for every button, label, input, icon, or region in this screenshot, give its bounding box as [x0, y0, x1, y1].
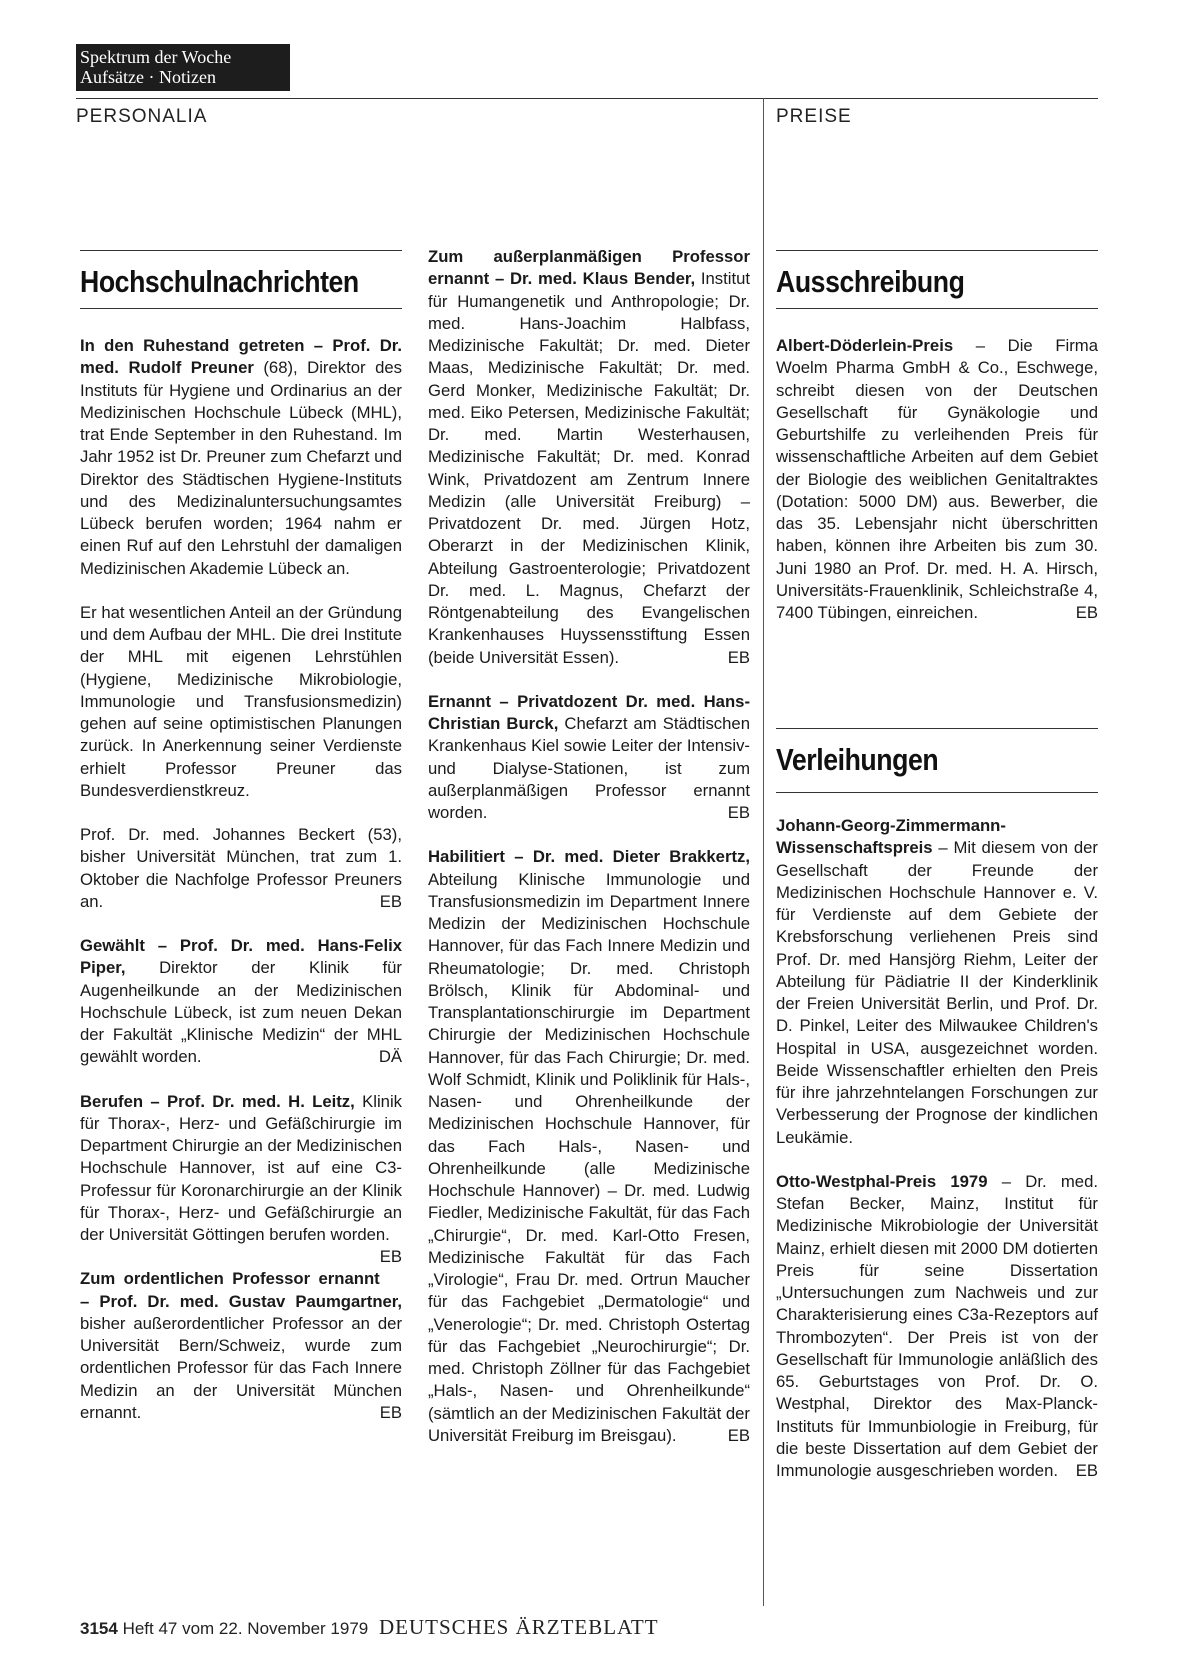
item-signature: EB — [1075, 1461, 1098, 1480]
column-divider — [763, 98, 764, 1606]
journal-name: DEUTSCHES ÄRZTEBLATT — [378, 1615, 659, 1639]
heading-rule-bottom — [80, 308, 402, 309]
item-lead: Johann-Georg-Zimmermann-Wissenschaftspreis — [776, 816, 1006, 858]
item-lead: In den Ruhestand getreten – Prof. Dr. med. Rudolf Preuner — [80, 336, 402, 378]
item-lead: Albert-Döderlein-Preis — [776, 336, 954, 355]
item-text: Prof. Dr. med. Johannes Beckert (53), bisher Universität München, trat zum 1. Oktober die Nachfolge Professor Preuners an. — [80, 825, 402, 911]
item-text: Klinik für Thorax-, Herz- und Gefäßchirurgie im Department Chirurgie an der Medizinischen Hochschule Hannover, ist auf eine C3-Professur für Koronarchirurgie an der Klinik für Thorax-, Herz- und Gefäßchirurgie an der Universität Göttingen berufen worden. — [80, 1091, 402, 1244]
masthead-line-2: Aufsätze · Notizen — [80, 67, 216, 87]
news-item — [428, 846, 750, 1447]
item-text: (68), Direktor des Instituts für Hygiene und Ordinarius an der Medizinischen Hochschule Lübeck (MHL), trat Ende September in den Ruhestand. Im Jahr 1952 ist Dr. Preuner zum Chefarzt und Direktor des Städtischen Hygiene-Instituts und des Medizinaluntersuchungsamtes Lübeck berufen worden; 1964 nahm er einen Ruf auf den Lehrstuhl der damaligen Medizinischen Akademie Lübeck an. — [80, 358, 402, 578]
item-text: Er hat wesentlichen Anteil an der Gründung und dem Aufbau der MHL. Die drei Institute der MHL mit eigenen Lehrstühlen (Hygiene, Medizinische Mikrobiologie, Immunologie und Transfusionsmedizin) gehen auf seine optimistischen Planungen zurück. In Anerkennung seiner Verdienste erhielt Professor Preuner das Bundesverdienstkreuz. — [80, 602, 402, 800]
news-item — [80, 824, 402, 913]
heading-hochschulnachrichten: Hochschulnachrichten — [80, 264, 359, 299]
column-1 — [80, 335, 402, 1446]
item-text: bisher außerordentlicher Professor an der Universität Bern/Schweiz, wurde zum ordentlichen Professor für das Fach Innere Medizin an der Universität München ernannt. — [80, 1313, 402, 1422]
news-item — [776, 335, 1098, 624]
item-text: – Dr. med. Stefan Becker, Mainz, Institut für Medizinische Mikrobiologie der Universität Mainz, erhielt diesen mit 2000 DM dotierten Preis für seine Dissertation „Untersuchungen zum Nachweis und zur Charakterisierung eines C3a-Rezeptors auf Thrombozyten“. Der Preis ist von der Gesellschaft für Immunologie anläßlich des 65. Geburtstages von Prof. Dr. O. Westphal, Direktor des Max-Planck-Instituts für Immunbiologie in Freiburg, für die beste Dissertation auf dem Gebiet der Immunologie ausgeschrieben worden. — [776, 1171, 1098, 1480]
issue-info: Heft 47 vom 22. November 1979 — [122, 1619, 369, 1638]
masthead-line-1: Spektrum der Woche — [80, 47, 232, 67]
masthead — [76, 44, 290, 91]
column-2 — [428, 246, 750, 1469]
heading-rule-top — [776, 250, 1098, 251]
item-text: Chefarzt am Städtischen Krankenhaus Kiel sowie Leiter der Intensiv- und Dialyse-Stationen, ist zum außerplanmäßigen Professor ernannt worden. — [428, 714, 750, 822]
item-lead: Ernannt – Privatdozent Dr. med. Hans-Christian Burck, — [428, 691, 750, 733]
item-signature: EB — [727, 647, 750, 667]
page-footer — [80, 1615, 659, 1640]
news-item — [776, 1171, 1098, 1483]
item-lead: Zum ordentlichen Professor ernannt – Prof. Dr. med. Gustav Paumgartner, — [80, 1269, 402, 1311]
item-signature: EB — [1075, 603, 1098, 622]
news-item — [80, 1268, 402, 1424]
news-item — [776, 815, 1098, 1149]
section-label-preise: PREISE — [776, 106, 852, 127]
news-item — [80, 935, 402, 1069]
item-signature: EB — [727, 1425, 750, 1445]
item-signature: EB — [379, 1402, 402, 1422]
item-text: – Die Firma Woelm Pharma GmbH & Co., Eschwege, schreibt diesen von der Deutschen Gesellschaft für Gynäkologie und Geburtshilfe zu verleihenden Preis für wissenschaftliche Arbeiten auf dem Gebiet der Biologie des weiblichen Genitaltraktes (Dotation: 5000 DM) aus. Bewerber, die das 35. Lebensjahr nicht überschritten haben, können ihre Arbeiten bis zum 30. Juni 1980 an Prof. Dr. med. H. A. Hirsch, Universitäts-Frauenklinik, Schleichstraße 4, 7400 Tübingen, einreichen. — [776, 336, 1098, 622]
item-lead: Berufen – Prof. Dr. med. H. Leitz, — [80, 1091, 355, 1111]
item-lead: Habilitiert – Dr. med. Dieter Brakkertz, — [428, 847, 750, 867]
heading-rule-top — [776, 728, 1098, 729]
item-signature: EB — [727, 803, 750, 822]
column-3-ausschreibung — [776, 335, 1098, 646]
section-label-personalia: PERSONALIA — [76, 106, 208, 127]
column-3-verleihungen — [776, 815, 1098, 1504]
heading-rule-bottom — [776, 308, 1098, 309]
item-text: Institut für Humangenetik und Anthropologie; Dr. med. Hans-Joachim Halbfass, Medizinische Fakultät; Dr. med. Dieter Maas, Medizinische Fakultät; Dr. med. Gerd Monker, Medizinische Fakultät; Dr. med. Eiko Petersen, Medizinische Fakultät; Dr. med. Martin Westerhausen, Medizinische Fakultät; Dr. med. Konrad Wink, Privatdozent am Zentrum Innere Medizin (alle Universität Freiburg) – Privatdozent Dr. med. Jürgen Hotz, Oberarzt in der Medizinischen Klinik, Abteilung Gastroenterologie; Privatdozent Dr. med. L. Magnus, Chefarzt der Röntgenabteilung des Evangelischen Krankenhauses Huyssensstiftung Essen (beide Universität Essen). — [428, 269, 751, 667]
item-signature: EB — [379, 891, 402, 911]
heading-ausschreibung: Ausschreibung — [776, 264, 965, 299]
page-number: 3154 — [80, 1619, 118, 1638]
news-item — [80, 1091, 402, 1267]
news-item — [428, 246, 750, 669]
item-signature: EB — [379, 1247, 402, 1267]
heading-verleihungen: Verleihungen — [776, 742, 939, 777]
item-text: – Mit diesem von der Gesellschaft der Freunde der Medizinischen Hochschule Hannover e. V. für Verdienste auf dem Gebiete der Krebsforschung verliehenen Preis sind Prof. Dr. med Hansjörg Riehm, Leiter der Abteilung für Pädiatrie II der Kinderklinik der Freien Universität Berlin, und Prof. Dr. D. Pinkel, Leiter des Milwaukee Children's Hospital in USA, ausgezeichnet worden. Beide Wissenschaftler erhielten den Preis für ihre jahrzehntelangen Forschungen zur Verbesserung der Prognose der kindlichen Leukämie. — [776, 838, 1098, 1147]
item-text: Abteilung Klinische Immunologie und Transfusionsmedizin im Department Innere Medizin der Medizinischen Hochschule Hannover, für das Fach Innere Medizin und Rheumatologie; Dr. med. Christoph Brölsch, Klinik für Abdominal- und Transplantationschirurgie im Department Chirurgie der Medizinischen Hochschule Hannover, für das Fach Chirurgie; Dr. med. Wolf Schmidt, Klinik und Poliklinik für Hals-, Nasen- und Ohrenheilkunde der Medizinischen Hochschule Hannover, für das Fach Hals-, Nasen- und Ohrenheilkunde (alle Medizinische Hochschule Hannover) – Dr. med. Ludwig Fiedler, Medizinische Fakultät, für das Fach „Chirurgie“, Dr. med. Karl-Otto Fresen, Medizinische Fakultät für das Fach „Virologie“, Frau Dr. med. Ortrun Maucher für das Fachgebiet „Dermatologie“ und „Venerologie“; Dr. med. Christoph Ostertag für das Fachgebiet „Neurochirurgie“; Dr. med. Christoph Zöllner für das Fachgebiet „Hals-, Nasen- und Ohrenheilkunde“ (sämtlich an der Medizinischen Fakultät der Universität Freiburg im Breisgau). — [428, 869, 750, 1445]
top-rule — [76, 98, 1098, 99]
news-item — [428, 691, 750, 825]
heading-rule-top — [80, 250, 402, 251]
item-signature: DÄ — [378, 1047, 402, 1067]
news-item — [80, 602, 402, 802]
item-lead: Otto-Westphal-Preis 1979 — [776, 1171, 988, 1191]
item-lead: Zum außerplanmäßigen Professor ernannt – Dr. med. Klaus Bender, — [428, 247, 750, 289]
item-text: Direktor der Klinik für Augenheilkunde an der Medizinischen Hochschule Lübeck, ist zum neuen Dekan der Fakultät „Klinische Medizin“ der MHL gewählt worden. — [80, 958, 402, 1067]
news-item — [80, 335, 402, 580]
item-lead: Gewählt – Prof. Dr. med. Hans-Felix Piper, — [80, 936, 402, 978]
heading-rule-bottom — [776, 792, 1098, 793]
